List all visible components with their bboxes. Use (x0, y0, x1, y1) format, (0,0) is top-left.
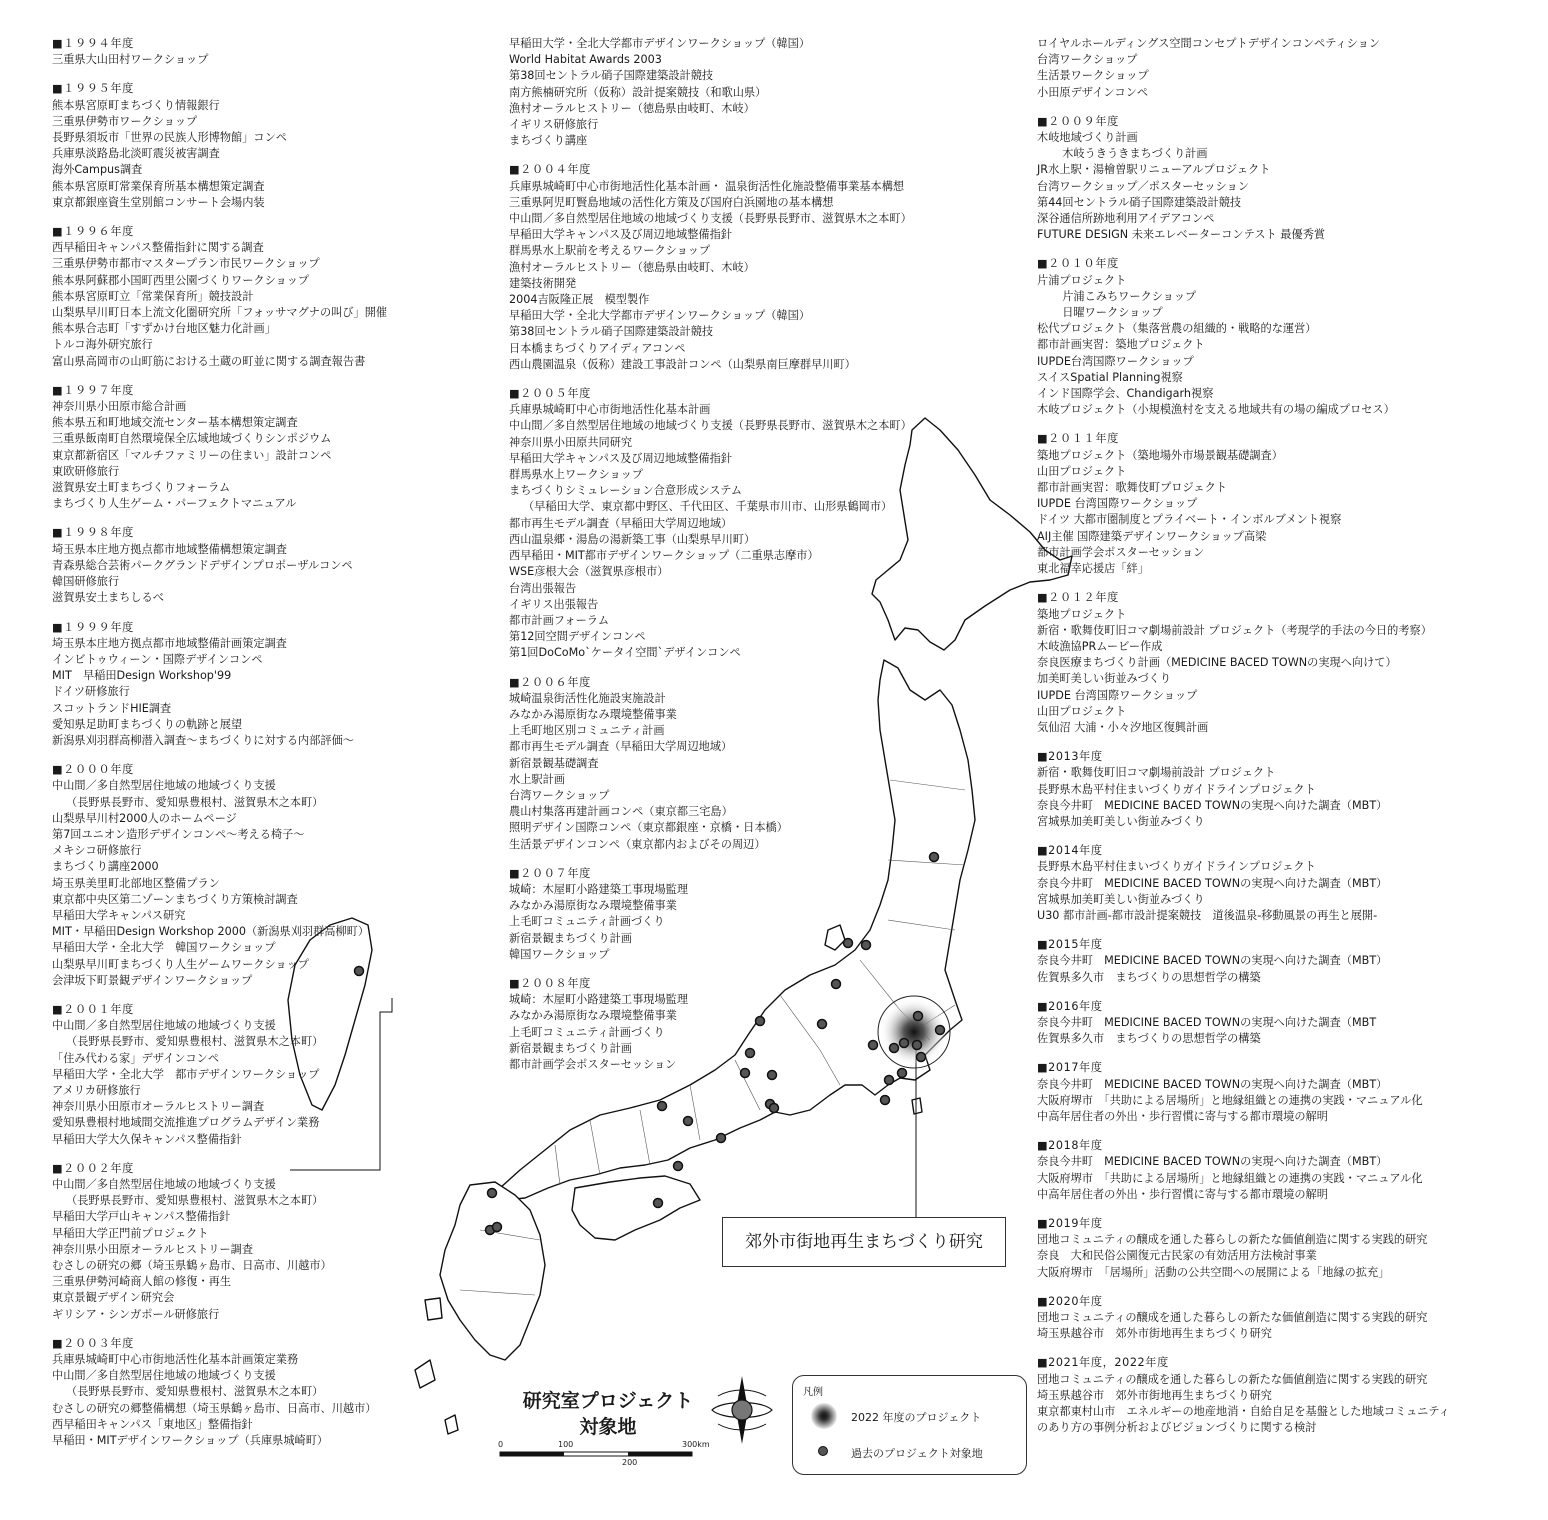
project-item: 日本橋まちづくりアイディアコンペ (509, 341, 686, 355)
project-item: 水上駅計画 (509, 772, 565, 786)
project-item: 生活景ワークショップ (1037, 69, 1149, 83)
project-item: 山梨県早川町日本上流文化圏研究所「フォッサマグナの叫び」開催 (52, 306, 388, 320)
project-item: 早稲田大学戸山キャンパス整備指針 (52, 1210, 231, 1224)
project-item: まちづくり講座2000 (52, 860, 159, 874)
project-item: 海外Campus調査 (52, 163, 143, 177)
year-block (1037, 590, 1507, 736)
year-heading: ■2021年度，2022年度 (1037, 1356, 1169, 1370)
project-item: 中山間／多自然型居住地域の地域づくり支援 (52, 1369, 276, 1383)
project-item: 神奈川県小田原市オーラルヒストリー調査 (52, 1100, 265, 1114)
year-block (509, 866, 939, 963)
project-item: 照明デザイン国際コンペ（東京都銀座・京橋・日本橋） (509, 821, 788, 835)
project-item: FUTURE DESIGN 未来エレベーターコンテスト 最優秀賞 (1037, 228, 1326, 242)
year-block (509, 386, 939, 661)
project-item: ドイツ 大都市圏制度とプライベート・インボルブメント視察 (1037, 513, 1342, 527)
project-item: 奈良 大和民俗公園復元古民家の有効活用方法検討事業 (1037, 1249, 1317, 1263)
project-item: 西早稲田キャンパス「東地区」整備指針 (52, 1417, 253, 1431)
project-item: 都市計画学会ポスターセッション (1037, 545, 1205, 559)
project-item: みなかみ湯原街なみ環境整備事業 (509, 899, 677, 913)
year-block (52, 1161, 472, 1323)
project-item: ドイツ研修旅行 (52, 685, 130, 699)
project-item: 早稲田大学キャンパス研究 (52, 908, 186, 922)
project-item: 東京景観デザイン研究会 (52, 1291, 175, 1305)
project-item: World Habitat Awards 2003 (509, 53, 662, 67)
project-item: 生活景デザインコンペ（東京都内およびその周辺） (509, 837, 766, 851)
project-item: 築地プロジェクト (1037, 607, 1127, 621)
year-heading: ■２００１年度 (52, 1002, 134, 1016)
project-item: 神奈川県小田原オーラルヒストリー調査 (52, 1242, 254, 1256)
project-item: 城崎：木屋町小路建築工事現場監理 (509, 993, 689, 1007)
project-item: IUPDE 台湾国際ワークショップ (1037, 497, 1198, 511)
project-item: 三重県阿児町賢島地域の活性化方策及び国府白浜園地の基本構想 (509, 195, 834, 209)
project-marker (654, 1199, 663, 1208)
project-item: 片浦こみちワークショップ (1051, 289, 1197, 303)
project-item: 兵庫県城崎町中心市街地活性化基本計画 (509, 403, 711, 417)
project-item: まちづくり人生ゲーム・パーフェクトマニュアル (52, 497, 297, 511)
year-heading: ■１９９７年度 (52, 383, 134, 397)
project-item: 東欧研修旅行 (52, 464, 120, 478)
project-item: 早稲田大学・全北大学都市デザインワークショップ（韓国） (509, 309, 811, 323)
project-item: （長野県長野市、愛知県豊根村、滋賀県木之本町） (66, 1385, 324, 1399)
project-item: WSE彦根大会（滋賀県彦根市） (509, 565, 669, 579)
project-item: JR水上駅・湯檜曽駅リニューアルプロジェクト (1037, 163, 1271, 177)
project-marker (770, 1104, 779, 1113)
project-item: まちづくり講座 (509, 134, 588, 148)
project-item: 農山村集落再建計画コンペ（東京都三宅島） (509, 805, 733, 819)
map-title (498, 1388, 718, 1440)
project-item: 中高年居住者の外出・歩行習慣に寄与する都市環境の解明 (1037, 1109, 1328, 1123)
year-heading: ■2013年度 (1037, 750, 1103, 764)
year-block (509, 36, 939, 149)
project-item: 愛知県豊根村地域間交流推進プログラムデザイン業務 (52, 1116, 320, 1130)
year-block (1037, 431, 1507, 577)
year-block (52, 762, 472, 989)
project-item: 三重県伊勢河崎商人館の修復・再生 (52, 1275, 232, 1289)
project-item: 台湾ワークショップ／ポスターセッション (1037, 179, 1249, 193)
year-block (1037, 36, 1507, 101)
legend-label-current: 2022 年度のプロジェクト (851, 1411, 982, 1424)
project-item: 熊本県五和町地域交流センター基本構想策定調査 (52, 416, 298, 430)
year-heading: ■２０１０年度 (1037, 257, 1119, 271)
year-block (509, 976, 939, 1073)
year-block (509, 162, 939, 373)
year-heading: ■２００７年度 (509, 866, 591, 880)
map-title-line-1: 研究室プロジェクト (522, 1390, 694, 1412)
project-item: 西早稲田・MIT都市デザインワークショップ（二重県志摩市） (509, 549, 819, 563)
year-block (52, 81, 472, 211)
year-heading: ■２００８年度 (509, 976, 591, 990)
project-item: メキシコ研修旅行 (52, 844, 142, 858)
year-block (1037, 1060, 1507, 1125)
project-item: 埼玉県本庄地方拠点都市地域整備構想策定調査 (52, 542, 287, 556)
project-item: 韓国研修旅行 (52, 575, 120, 589)
legend-title: 凡例 (803, 1387, 823, 1398)
year-block (1037, 843, 1507, 924)
project-item: 中山間／多自然型居住地域の地域づくり支援 (52, 1178, 276, 1191)
project-item: 早稲田大学キャンパス及び周辺地域整備指針 (509, 228, 732, 242)
project-item: ギリシア・シンガポール研修旅行 (52, 1307, 220, 1321)
project-item: 早稲田大学正門前プロジェクト (52, 1226, 209, 1240)
project-item: 三重県伊勢市ワークショップ (52, 114, 198, 128)
project-item: 片浦プロジェクト (1037, 273, 1127, 287)
year-block (1037, 114, 1507, 244)
year-heading: ■２０１１年度 (1037, 432, 1119, 446)
project-item: 宮城県加美町美しい街並みづくり (1037, 814, 1205, 828)
project-item: 滋賀県安土まちしるべ (52, 591, 164, 605)
project-item: 韓国ワークショップ (509, 947, 610, 961)
project-item: 長野県木島平村住まいづくりガイドラインプロジェクト (1037, 860, 1316, 874)
project-item: 神奈川県小田原市総合計画 (52, 400, 187, 414)
year-block (52, 36, 472, 68)
project-item: 台湾ワークショップ (1037, 53, 1138, 67)
project-item: 台湾ワークショップ (509, 788, 610, 802)
project-item: みなかみ湯原街なみ環境整備事業 (509, 707, 677, 721)
project-item: 大阪府堺市 「共助による居場所」と地縁組織との連携の実践・マニュアル化 (1037, 1171, 1423, 1185)
project-item: 奈良今井町 MEDICINE BACED TOWNの実現へ向けた調査（MBT） (1037, 876, 1388, 890)
project-item: 漁村オーラルヒストリー（徳島県由岐町、木岐） (509, 260, 755, 274)
project-item: 第12回空間デザインコンペ (509, 630, 646, 644)
project-item: U30 都市計画-都市設計提案競技 道後温泉-移動風景の再生と展開- (1037, 908, 1378, 922)
project-item: 三重県飯南町自然環境保全広域地域づくりシンポジウム (52, 432, 332, 446)
year-block (52, 1002, 472, 1148)
scale-label-200: 200 (622, 1458, 638, 1467)
project-item: インビトゥウィーン・国際デザインコンペ (52, 652, 263, 666)
project-list-column-1 (52, 36, 472, 1462)
project-item: 都市計画フォーラム (509, 613, 610, 627)
year-heading: ■１９９８年度 (52, 526, 134, 540)
project-item: 西山温泉郷・湯島の湯新築工事（山梨県早川町） (509, 532, 756, 546)
scale-label-300: 300km (682, 1440, 710, 1449)
project-item: 木岐漁協PRムービー作成 (1037, 639, 1163, 653)
year-heading: ■2015年度 (1037, 938, 1103, 952)
project-item: 建築技術開発 (509, 276, 577, 290)
project-item: MIT・早稲田Design Workshop 2000（新潟県刈羽群高柳町） (52, 925, 370, 939)
project-item: 第7回ユニオン造形デザインコンペ～考える椅子～ (52, 827, 305, 841)
scale-bar (498, 1440, 710, 1470)
year-heading: ■２００９年度 (1037, 114, 1119, 128)
project-item: 東京都新宿区「マルチファミリーの住まい」設計コンペ (52, 448, 332, 462)
project-item: 築地プロジェクト（築地場外市場景観基礎調査） (1037, 448, 1283, 462)
project-item: 中山間／多自然型居住地域の地域づくり支援 (52, 779, 276, 793)
project-item: 都市計画学会ポスターセッション (509, 1057, 677, 1071)
project-item: 都市計画実習：築地プロジェクト (1037, 338, 1205, 352)
project-item: 愛知県足助町まちづくりの軌跡と展望 (52, 717, 243, 731)
project-item: 台湾出張報告 (509, 581, 577, 595)
year-heading: ■２００５年度 (509, 387, 591, 401)
project-item: 第1回DoCoMo`ケータイ空間`デザインコンペ (509, 646, 741, 660)
project-item: 会津坂下町景観デザインワークショップ (52, 973, 253, 987)
project-item: 上毛町コミュニティ計画づくり (509, 1025, 665, 1039)
project-item: MIT 早稲田Design Workshop'99 (52, 669, 232, 683)
project-item: 都市再生モデル調査（早稲田大学周辺地域） (509, 740, 733, 754)
project-item: 奈良今井町 MEDICINE BACED TOWNの実現へ向けた調査（MBT） (1037, 1155, 1388, 1169)
year-block (1037, 749, 1507, 830)
year-heading: ■2017年度 (1037, 1061, 1103, 1075)
map-title-line-2: 対象地 (579, 1416, 637, 1438)
project-item: （長野県長野市、愛知県豊根村、滋賀県木之本町） (66, 1194, 324, 1208)
current-project-symbol (811, 1403, 837, 1429)
project-marker (493, 1223, 502, 1232)
project-item: むさしの研究の郷整備構想（埼玉県鶴ヶ島市、日高市、川越市） (52, 1401, 377, 1415)
year-heading: ■２０１２年度 (1037, 591, 1119, 605)
legend-label-past: 過去のプロジェクト対象地 (851, 1447, 983, 1460)
project-item: 城崎温泉街活性化施設実施設計 (509, 691, 666, 705)
legend (792, 1375, 1027, 1475)
year-block (52, 525, 472, 606)
project-item: 山梨県早川村2000人のホームページ (52, 811, 237, 825)
project-item: 早稲田大学大久保キャンパス整備指針 (52, 1132, 242, 1146)
project-item: 東京都東村山市 エネルギーの地産地消・自給自足を基盤とした地域コミュニティ (1037, 1405, 1450, 1419)
project-item: 奈良今井町 MEDICINE BACED TOWNの実現へ向けた調査（MBT） (1037, 954, 1388, 968)
project-item: 早稲田大学キャンパス及び周辺地域整備指針 (509, 451, 732, 465)
project-item: 団地コミュニティの醸成を通した暮らしの新たな価値創造に関する実践的研究 (1037, 1372, 1428, 1386)
project-item: 兵庫県城崎町中心市街地活性化基本計画策定業務 (52, 1353, 299, 1367)
year-block (509, 675, 939, 853)
project-item: イギリス研修旅行 (509, 118, 599, 132)
project-item: （長野県長野市、愛知県豊根村、滋賀県木之本町） (66, 1035, 324, 1049)
year-block (1037, 256, 1507, 418)
project-item: スイスSpatial Planning視察 (1037, 370, 1183, 384)
year-block (1037, 1138, 1507, 1203)
project-item: 木岐うきうきまちづくり計画 (1051, 147, 1208, 161)
project-item: 中山間／多自然型居住地域の地域づくり支援（長野県長野市、滋賀県木之本町） (509, 419, 912, 433)
project-item: 新潟県刈羽群高柳潜入調査～まちづくりに対する内部評価～ (52, 733, 354, 747)
project-item: 第38回セントラル硝子国際建築設計競技 (509, 69, 714, 83)
project-item: 城崎：木屋町小路建築工事現場監理 (509, 882, 689, 896)
project-item: 中山間／多自然型居住地域の地域づくり支援（長野県長野市、滋賀県木之本町） (509, 212, 912, 226)
project-item: 上毛町地区別コミュニティ計画 (509, 724, 665, 738)
project-item: 西早稲田キャンパス整備指針に関する調査 (52, 241, 264, 255)
project-item: 熊本県宮原町立「常業保育所」競技設計 (52, 289, 254, 303)
year-heading: ■２００４年度 (509, 163, 591, 177)
scale-label-100: 100 (558, 1440, 574, 1449)
project-item: 都市計画実習：歌舞伎町プロジェクト (1037, 481, 1227, 495)
project-item: ロイヤルホールディングス空間コンセプトデザインコンペティション (1037, 37, 1381, 50)
project-item: 群馬県水上ワークショップ (509, 468, 644, 482)
project-item: 深谷通信所跡地利用アイデアコンペ (1037, 212, 1215, 226)
project-marker (488, 1189, 497, 1198)
project-item: トルコ海外研究旅行 (52, 338, 153, 352)
project-item: インド国際学会、Chandigarh視察 (1037, 387, 1214, 401)
year-heading: ■２０００年度 (52, 763, 134, 777)
year-block (52, 383, 472, 513)
project-marker (674, 1162, 683, 1171)
year-heading: ■2018年度 (1037, 1139, 1103, 1153)
project-item: 三重県伊勢市都市マスタープラン市民ワークショップ (52, 257, 320, 271)
year-block (1037, 1294, 1507, 1343)
project-item: IUPDE 台湾国際ワークショップ (1037, 688, 1198, 702)
project-item: IUPDE台湾国際ワークショップ (1037, 354, 1194, 368)
project-item: 小田原デザインコンペ (1037, 85, 1149, 99)
shikoku-outline (572, 1176, 700, 1240)
project-item: 加美町美しい街並みづくり (1037, 672, 1172, 686)
project-item: 団地コミュニティの醸成を通した暮らしの新たな価値創造に関する実践的研究 (1037, 1233, 1428, 1247)
project-item: 「住み代わる家」デザインコンペ (52, 1051, 220, 1065)
project-item: 熊本県阿蘇郡小国町西里公園づくりワークショップ (52, 273, 310, 287)
project-item: 松代プロジェクト（集落営農の組織的・戦略的な運営） (1037, 322, 1317, 336)
project-item: 中山間／多自然型居住地域の地域づくり支援 (52, 1019, 276, 1033)
project-list-column-2 (509, 36, 939, 1086)
project-item: 早稲田大学・全北大学都市デザインワークショップ（韓国） (509, 37, 811, 50)
project-item: 上毛町コミュニティ計画づくり (509, 915, 665, 929)
year-block (1037, 1216, 1507, 1281)
project-item: 漁村オーラルヒストリー（徳島県由岐町、木岐） (509, 101, 755, 115)
project-item: むさしの研究の郷（埼玉県鶴ヶ島市、日高市、川越市） (52, 1259, 332, 1273)
project-item: 大阪府堺市 「共助による居場所」と地縁組織との連携の実践・マニュアル化 (1037, 1093, 1423, 1107)
project-item: 青森県総合芸術パークグランドデザインプロポーザルコンペ (52, 558, 353, 572)
project-item: AIJ主催 国際建築デザインワークショップ高梁 (1037, 529, 1267, 543)
year-heading: ■２００２年度 (52, 1161, 134, 1175)
project-item: 富山県高岡市の山町筋における土蔵の町並に関する調査報告書 (52, 354, 366, 368)
project-marker (684, 1117, 693, 1126)
project-item: 早稲田大学・全北大学 都市デザインワークショップ (52, 1067, 320, 1081)
project-item: 山田プロジェクト (1037, 464, 1127, 478)
project-item: 群馬県水上駅前を考えるワークショップ (509, 244, 711, 258)
project-item: みなかみ湯原街なみ環境整備事業 (509, 1009, 677, 1023)
project-item: 長野県須坂市「世界の民族人形博物館」コンペ (52, 131, 287, 145)
project-item: 神奈川県小田原共同研究 (509, 435, 633, 449)
project-item: 東京都銀座資生堂別館コンサート会場内装 (52, 195, 265, 209)
year-block (1037, 999, 1507, 1048)
project-item: （早稲田大学、東京都中野区、千代田区、千葉県市川市、山形県鶴岡市） (523, 500, 893, 514)
year-heading: ■2019年度 (1037, 1217, 1103, 1230)
project-item: 新宿景観まちづくり計画 (509, 931, 632, 945)
year-heading: ■２００３年度 (52, 1336, 134, 1350)
project-item: 日曜ワークショップ (1051, 306, 1163, 320)
year-block (52, 1336, 472, 1449)
year-block (52, 620, 472, 750)
project-item: 山田プロジェクト (1037, 704, 1127, 718)
project-item: 滋賀県安土町まちづくりフォーラム (52, 481, 231, 495)
year-heading: ■１９９４年度 (52, 37, 134, 50)
project-item: 奈良医療まちづくり計画（MEDICINE BACED TOWNの実現へ向けて） (1037, 656, 1397, 670)
project-item: 団地コミュニティの醸成を通した暮らしの新たな価値創造に関する実践的研究 (1037, 1311, 1428, 1325)
year-heading: ■１９９９年度 (52, 620, 134, 634)
project-item: スコットランドHIE調査 (52, 701, 172, 715)
scale-label-0: 0 (498, 1440, 504, 1449)
project-item: 新宿景観基礎調査 (509, 756, 599, 770)
project-item: イギリス出張報告 (509, 597, 599, 611)
project-item: 熊本県合志町「すずかけ台地区魅力化計画」 (52, 322, 276, 336)
project-item: 東京都中央区第二ゾーンまちづくり方策検討調査 (52, 892, 298, 906)
project-item: 早稲田・MITデザインワークショップ（兵庫県城崎町） (52, 1434, 329, 1448)
project-item: 山梨県早川町まちづくり人生ゲームワークショップ (52, 957, 309, 971)
project-item: 奈良今井町 MEDICINE BACED TOWNの実現へ向けた調査（MBT） (1037, 798, 1388, 812)
project-item: 木岐地域づくり計画 (1037, 131, 1138, 145)
project-item: 第38回セントラル硝子国際建築設計競技 (509, 325, 714, 339)
project-item: 熊本県宮原町まちづくり情報銀行 (52, 98, 220, 112)
project-item: 新宿・歌舞伎町旧コマ劇場前設計 プロジェクト（考現学的手法の今日的考察） (1037, 623, 1432, 637)
project-item: 奈良今井町 MEDICINE BACED TOWNの実現へ向けた調査（MBT (1037, 1015, 1377, 1029)
project-item: 新宿・歌舞伎町旧コマ劇場前設計 プロジェクト (1037, 766, 1276, 780)
project-item: （長野県長野市、愛知県豊根村、滋賀県木之本町） (66, 795, 324, 809)
project-item: 宮城県加美町美しい街並みづくり (1037, 892, 1205, 906)
project-item: 東北福幸応援店「絆」 (1037, 562, 1149, 576)
project-item: 都市再生モデル調査（早稲田大学周辺地域） (509, 516, 733, 530)
year-heading: ■１９９５年度 (52, 82, 134, 96)
project-marker (658, 1102, 667, 1111)
project-list-column-3 (1037, 36, 1507, 1449)
project-marker (717, 1134, 726, 1143)
project-item: 埼玉県越谷市 郊外市街地再生まちづくり研究 (1037, 1388, 1272, 1402)
project-item: 中高年居住者の外出・歩行習慣に寄与する都市環境の解明 (1037, 1187, 1328, 1201)
project-item: 長野県木島平村住まいづくりガイドラインプロジェクト (1037, 782, 1316, 796)
project-item: 埼玉県越谷市 郊外市街地再生まちづくり研究 (1037, 1327, 1272, 1341)
project-item: 第44回セントラル硝子国際建築設計競技 (1037, 195, 1242, 209)
project-item: 佐賀県多久市 まちづくりの思想哲学の構築 (1037, 1032, 1261, 1046)
year-heading: ■2020年度 (1037, 1294, 1103, 1308)
year-heading: ■2014年度 (1037, 844, 1103, 858)
year-heading: ■１９９６年度 (52, 225, 134, 239)
current-project-callout: 郊外市街地再生まちづくり研究 (722, 1217, 1006, 1267)
project-item: アメリカ研修旅行 (52, 1083, 141, 1097)
project-item: 木岐プロジェクト（小規模漁村を支える地域共有の場の編成プロセス） (1037, 403, 1395, 417)
project-item: 埼玉県本庄地方拠点都市地域整備計画策定調査 (52, 636, 287, 650)
project-item: 熊本県宮原町常業保育所基本構想策定調査 (52, 179, 265, 193)
project-item: 兵庫県城崎町中心市街地活性化基本計画・ 温泉街活性化施設整備事業基本構想 (509, 179, 905, 193)
year-block (1037, 1355, 1507, 1436)
year-heading: ■2016年度 (1037, 999, 1103, 1013)
project-item: 南方熊楠研究所（仮称）設計提案競技（和歌山県） (509, 85, 767, 99)
project-item: 大阪府堺市 「居場所」活動の公共空間への展開による「地縁の拡充」 (1037, 1265, 1390, 1279)
project-item: 埼玉県美里町北部地区整備プラン (52, 876, 220, 890)
year-block (1037, 937, 1507, 986)
project-item: まちづくりシミュレーション合意形成システム (509, 484, 743, 498)
past-project-symbol (818, 1446, 828, 1456)
project-item: 新宿景観まちづくり計画 (509, 1041, 632, 1055)
project-item: 佐賀県多久市 まちづくりの思想哲学の構築 (1037, 970, 1261, 984)
project-marker (881, 1096, 890, 1105)
project-item: 早稲田大学・全北大学 韓国ワークショップ (52, 941, 276, 955)
project-item: のあり方の事例分析およびビジョンづくりに関する検討 (1037, 1421, 1317, 1435)
year-heading: ■２００６年度 (509, 675, 591, 689)
project-item: 2004吉阪隆正展 模型製作 (509, 293, 650, 307)
year-block (52, 224, 472, 370)
project-item: 三重県大山田村ワークショップ (52, 53, 209, 67)
compass-rose-icon (712, 1376, 772, 1444)
project-item: 気仙沼 大浦・小々汐地区復興計画 (1037, 720, 1209, 734)
project-item: 西山農園温泉（仮称）建設工事設計コンペ（山梨県南巨摩群早川町） (509, 357, 856, 371)
project-item: 奈良今井町 MEDICINE BACED TOWNの実現へ向けた調査（MBT） (1037, 1077, 1388, 1091)
project-item: 兵庫県淡路島北淡町震災被害調査 (52, 147, 220, 161)
